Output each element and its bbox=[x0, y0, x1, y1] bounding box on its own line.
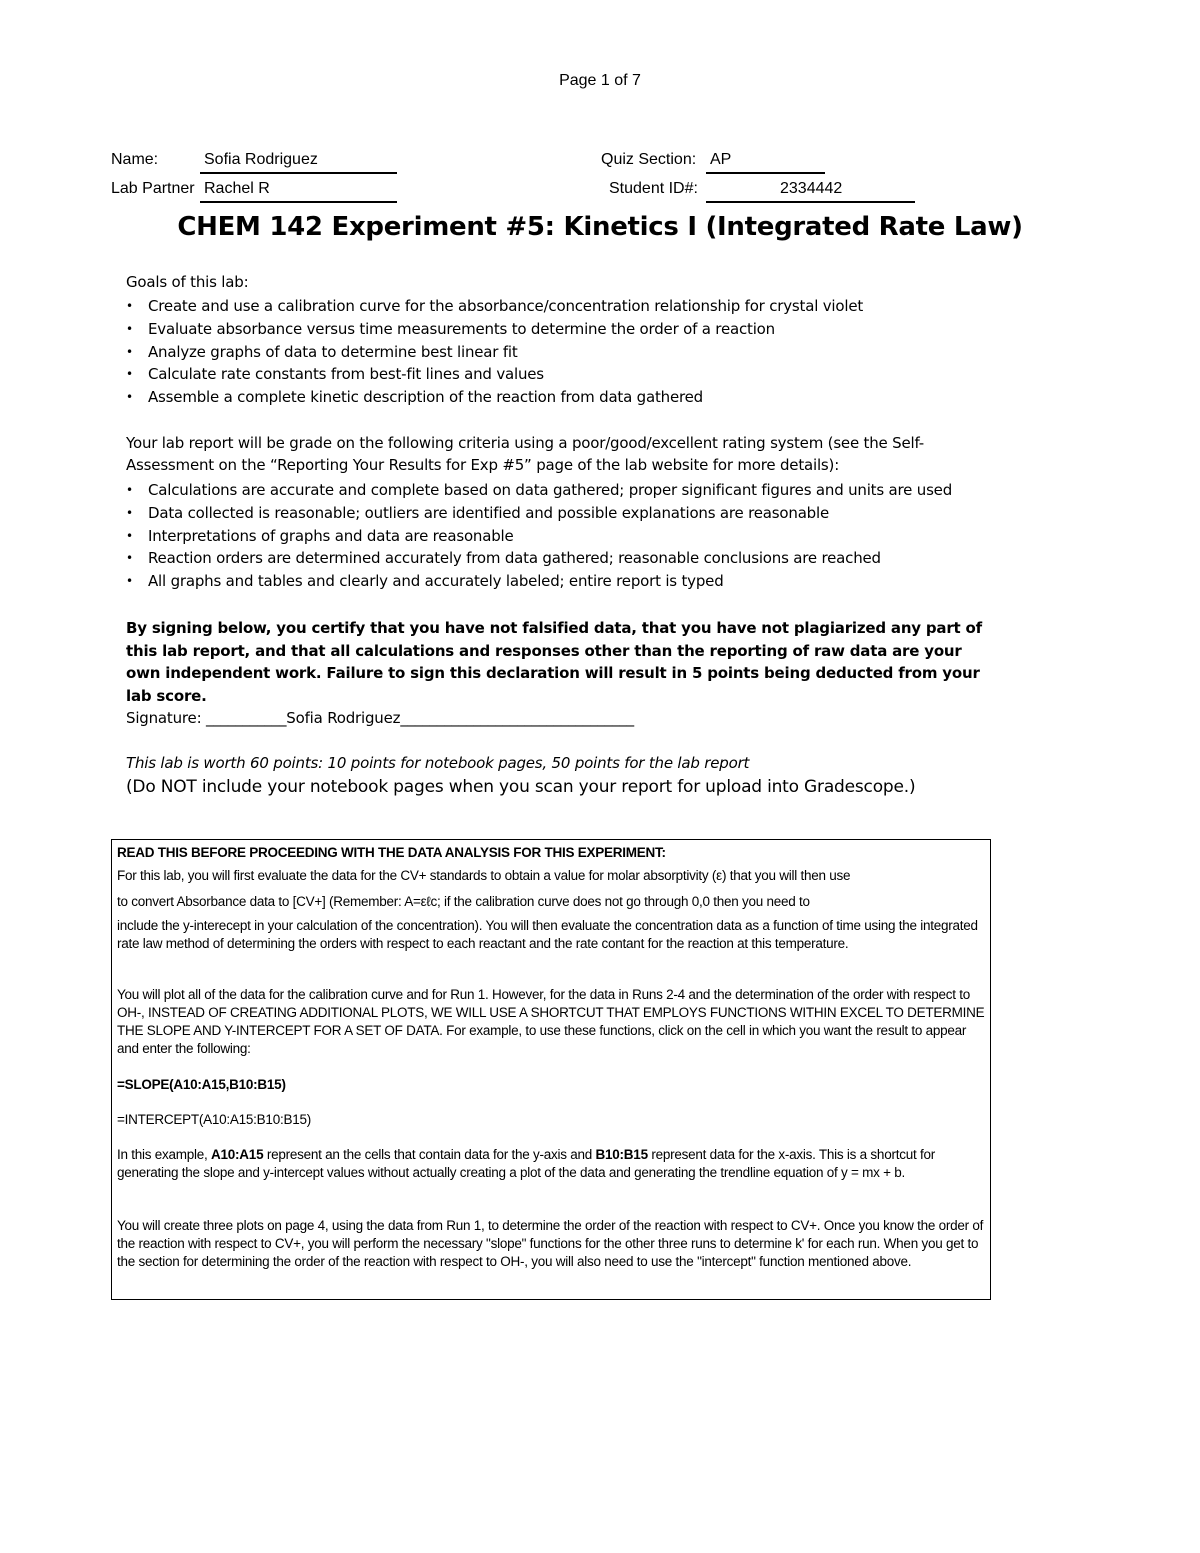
name-label: Name: bbox=[111, 151, 159, 168]
instructions-text: In this example, bbox=[117, 1147, 212, 1162]
student-id-underline bbox=[706, 201, 915, 203]
slope-formula: =SLOPE(A10:A15,B10:B15) bbox=[117, 1077, 286, 1092]
goals-heading: Goals of this lab: bbox=[126, 273, 249, 291]
section-underline bbox=[706, 172, 825, 174]
list-item: • Create and use a calibration curve for the absorbance/concentration relationship for crystal violet bbox=[126, 295, 863, 318]
signature-line bbox=[126, 709, 634, 727]
student-id-label: Student ID#: bbox=[609, 180, 698, 197]
partner-underline bbox=[200, 201, 397, 203]
list-item: • Evaluate absorbance versus time measurements to determine the order of a reaction bbox=[126, 318, 863, 341]
instructions-line: For this lab, you will first evaluate the data for the CV+ standards to obtain a value for molar absorptivity (ε) that you will then use bbox=[117, 868, 851, 883]
intercept-formula: =INTERCEPT(A10:A15:B10:B15) bbox=[117, 1112, 311, 1127]
name-value[interactable]: Sofia Rodriguez bbox=[204, 151, 318, 168]
list-item: • Interpretations of graphs and data are reasonable bbox=[126, 525, 952, 548]
criteria-list bbox=[126, 479, 952, 593]
points-note: This lab is worth 60 points: 10 points for notebook pages, 50 points for the lab report bbox=[126, 754, 750, 772]
instructions-heading: READ THIS BEFORE PROCEEDING WITH THE DATA ANALYSIS FOR THIS EXPERIMENT: bbox=[117, 845, 666, 860]
goals-list bbox=[126, 295, 863, 409]
list-item: • All graphs and tables and clearly and accurately labeled; entire report is typed bbox=[126, 570, 952, 593]
certification-statement: By signing below, you certify that you have not falsified data, that you have not plagiarized any part of this lab report, and that all calculations and responses other than the reporting of raw data are your own independent work. Failure to sign this declaration will result in 5 points being deducted from your lab score. bbox=[126, 619, 982, 705]
list-item: • Data collected is reasonable; outliers are identified and possible explanations are reasonable bbox=[126, 502, 952, 525]
x-range-reference: B10:B15 bbox=[595, 1147, 648, 1162]
section-label: Quiz Section: bbox=[601, 151, 697, 168]
partner-label: Lab Partner bbox=[111, 180, 195, 197]
partner-value[interactable]: Rachel R bbox=[204, 180, 270, 197]
notebook-note: (Do NOT include your notebook pages when you scan your report for upload into Gradescope.) bbox=[126, 777, 916, 797]
instructions-paragraph: You will create three plots on page 4, using the data from Run 1, to determine the order of the reaction with respect to CV+. Once you know the order of the reaction with respect to CV+, you will perform the necessary "slope" functions for the other three runs to determine k' for each run. When you get to the section for determining the order of the reaction with respect to OH-, you will also need to use the "intercept" function mentioned above. bbox=[117, 1218, 984, 1269]
instructions-line: to convert Absorbance data to [CV+] (Remember: A=εℓc; if the calibration curve does not go through 0,0 then you need to bbox=[117, 894, 810, 909]
list-item: • Assemble a complete kinetic description of the reaction from data gathered bbox=[126, 386, 863, 409]
instructions-text: represent an the cells that contain data for the y-axis and bbox=[263, 1147, 596, 1162]
signature-value[interactable]: ___________Sofia Rodriguez________________________________ bbox=[206, 709, 634, 727]
list-item: • Calculations are accurate and complete based on data gathered; proper significant figures and units are used bbox=[126, 479, 952, 502]
instructions-box bbox=[111, 839, 991, 1300]
instructions-text: represent data for the x-axis. This is a shortcut for generating the slope and y-intercept values without actually creating a plot of the data and generating the trendline equation of y = mx + b. bbox=[117, 1147, 935, 1180]
list-item: • Calculate rate constants from best-fit lines and values bbox=[126, 363, 863, 386]
instructions-paragraph: You will plot all of the data for the calibration curve and for Run 1. However, for the data in Runs 2-4 and the determination of the order with respect to OH-, INSTEAD OF CREATING ADDITIONAL PLOTS, WE WILL USE A SHORTCUT THAT EMPLOYS FUNCTIONS WITHIN EXCEL TO DETERMINE THE SLOPE AND Y-INTERCEPT FOR A SET OF DATA. For example, to use these functions, click on the cell in which you want the result to appear and enter the following: bbox=[117, 987, 985, 1056]
list-item: • Analyze graphs of data to determine best linear fit bbox=[126, 341, 863, 364]
criteria-intro-line-1: Your lab report will be grade on the following criteria using a poor/good/excellent rating system (see the Self- bbox=[126, 434, 924, 452]
document-title: CHEM 142 Experiment #5: Kinetics I (Integrated Rate Law) bbox=[177, 212, 1023, 242]
section-value[interactable]: AP bbox=[710, 151, 732, 168]
page-number: Page 1 of 7 bbox=[559, 72, 641, 89]
signature-label: Signature: bbox=[126, 709, 202, 727]
criteria-intro-line-2: Assessment on the “Reporting Your Results for Exp #5” page of the lab website for more details): bbox=[126, 456, 840, 474]
instructions-paragraph bbox=[117, 1146, 985, 1182]
instructions-paragraph: include the y-interecept in your calculation of the concentration). You will then evaluate the concentration data as a function of time using the integrated rate law method of determining the orders with respect to each reactant and the rate contant for the reaction at this temperature. bbox=[117, 918, 978, 951]
y-range-reference: A10:A15 bbox=[211, 1147, 264, 1162]
student-id-value[interactable]: 2334442 bbox=[780, 180, 843, 197]
name-underline bbox=[200, 172, 397, 174]
list-item: • Reaction orders are determined accurately from data gathered; reasonable conclusions are reached bbox=[126, 547, 952, 570]
